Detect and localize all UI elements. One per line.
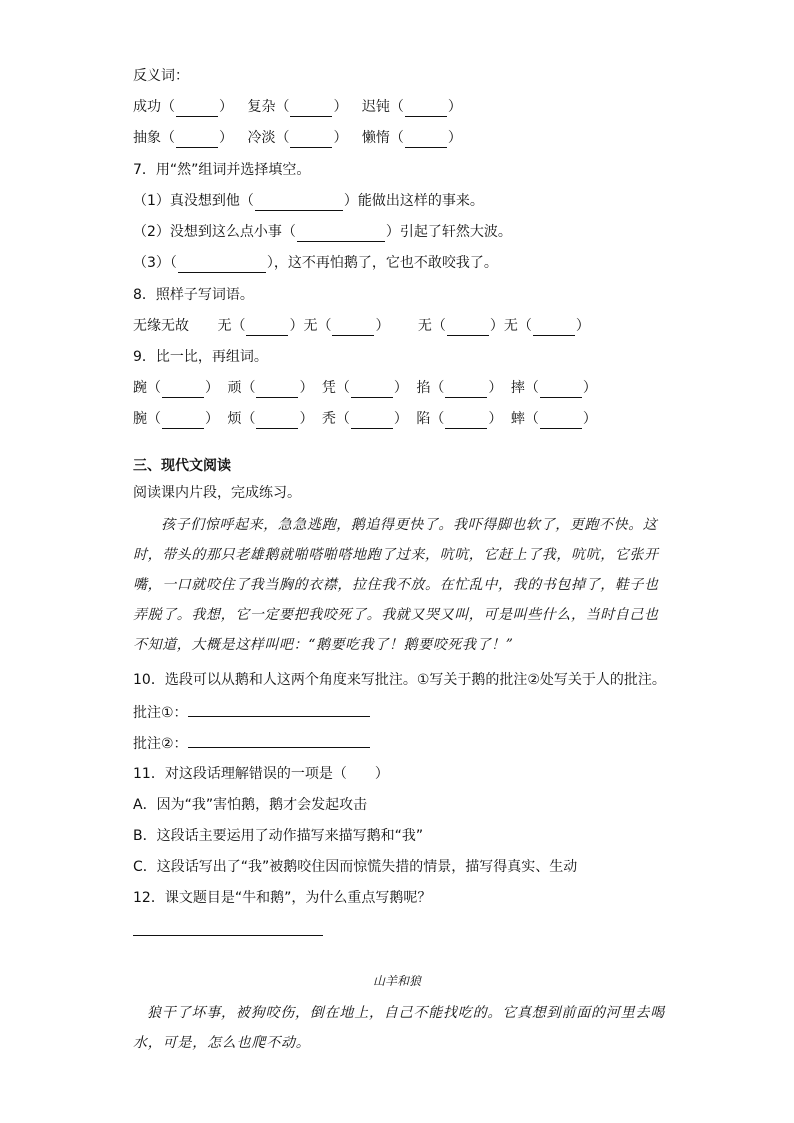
story-text: 狼干了坏事，被狗咬伤，倒在地上，自己不能找吃的。它真想到前面的河里去喝水，可是，怎么也爬不动。	[133, 1005, 665, 1051]
q12-prompt: 12．课文题目是“牛和鹅”，为什么重点写鹅呢？	[133, 890, 432, 906]
q10-prompt: 10．选段可以从鹅和人这两个角度来写批注。①写关于鹅的批注②处写关于人的批注。	[133, 672, 666, 688]
q8-prompt: 8．照样子写词语。	[133, 287, 254, 303]
annotation-1-answer-line[interactable]	[188, 716, 370, 717]
q8-row	[133, 316, 590, 336]
answer-blank[interactable]	[162, 383, 204, 398]
q9-row-1	[133, 378, 597, 398]
q11-option-b[interactable]: B．这段话主要运用了动作描写来描写鹅和“我”	[133, 828, 424, 844]
antonym-row-2	[133, 128, 462, 148]
answer-blank[interactable]	[445, 383, 487, 398]
section-intro: 阅读课内片段，完成练习。	[133, 485, 301, 501]
answer-blank[interactable]	[447, 321, 489, 336]
q7-sentence-3: （3）（ ），这不再怕鹅了，它也不敢咬我了。	[133, 255, 498, 271]
answer-blank[interactable]	[297, 227, 385, 242]
q9-item: 顽（ ）	[227, 380, 314, 396]
q9-item: 蟀（ ）	[510, 411, 597, 427]
q8-item: 无（ ）无（ ）	[217, 318, 390, 334]
answer-blank[interactable]	[290, 102, 332, 117]
q9-prompt: 9．比一比，再组词。	[133, 349, 268, 365]
answer-blank[interactable]	[332, 321, 374, 336]
antonym-row-1	[133, 97, 462, 117]
answer-blank[interactable]	[445, 414, 487, 429]
answer-blank[interactable]	[176, 102, 218, 117]
q9-item: 陷（ ）	[416, 411, 503, 427]
q9-item: 踠（ ）	[133, 380, 219, 396]
q11-option-a[interactable]: A．因为“我”害怕鹅，鹅才会发起攻击	[133, 797, 368, 813]
q9-item: 掐（ ）	[416, 380, 503, 396]
answer-blank[interactable]	[246, 321, 288, 336]
q9-item: 秃（ ）	[321, 411, 408, 427]
q8-item: 无（ ）无（ ）	[417, 318, 590, 334]
q7-sentence-1: （1）真没想到他（ ）能做出这样的事来。	[133, 193, 484, 209]
antonyms-heading: 反义词：	[133, 68, 189, 84]
q7-sentence-2: （2）没想到这么点小事（ ）引起了轩然大波。	[133, 224, 512, 240]
antonym-item: 成功（ ）	[133, 99, 233, 115]
antonym-item: 冷淡（ ）	[247, 130, 348, 146]
answer-blank[interactable]	[405, 102, 447, 117]
answer-blank[interactable]	[540, 383, 582, 398]
antonym-item: 懒惰（ ）	[361, 130, 462, 146]
section-title: 三、现代文阅读	[133, 458, 231, 474]
q10-annotation-2-label: 批注②：	[133, 736, 188, 752]
answer-blank[interactable]	[405, 133, 447, 148]
answer-blank[interactable]	[255, 196, 343, 211]
reading-passage: 孩子们惊呼起来，急急逃跑，鹅追得更快了。我吓得脚也软了，更跑不快。这时，带头的那只老雄鹅就啪嗒啪嗒地跑了过来，吭吭，它赶上了我，吭吭，它张开嘴，一口就咬住了我当胸的衣襟，拉住我不放。在忙乱中，我的书包掉了，鞋子也弄脱了。我想，它一定要把我咬死了。我就又哭又叫，可是叫些什么，当时自己也不知道，大概是这样叫吧：“鹅要吃我了！鹅要咬死我了！”	[133, 517, 659, 653]
q12-answer-line[interactable]	[133, 935, 323, 936]
answer-blank[interactable]	[533, 321, 575, 336]
antonym-item: 抽象（ ）	[133, 130, 233, 146]
answer-blank[interactable]	[351, 414, 393, 429]
q9-row-2	[133, 409, 597, 429]
answer-blank[interactable]	[176, 133, 218, 148]
antonym-item: 复杂（ ）	[247, 99, 348, 115]
story-title: 山羊和狼	[372, 974, 421, 988]
answer-blank[interactable]	[256, 414, 298, 429]
antonym-item: 迟钝（ ）	[361, 99, 462, 115]
annotation-2-answer-line[interactable]	[188, 747, 370, 748]
q10-annotation-1-label: 批注①：	[133, 705, 188, 721]
answer-blank[interactable]	[540, 414, 582, 429]
q11-option-c[interactable]: C．这段话写出了“我”被鹅咬住因而惊慌失措的情景，描写得真实、生动	[133, 859, 578, 875]
answer-blank[interactable]	[178, 258, 266, 273]
answer-blank[interactable]	[162, 414, 204, 429]
answer-blank[interactable]	[256, 383, 298, 398]
q9-item: 腕（ ）	[133, 411, 219, 427]
q9-item: 摔（ ）	[510, 380, 597, 396]
q9-item: 烦（ ）	[227, 411, 314, 427]
answer-blank[interactable]	[351, 383, 393, 398]
q11-prompt: 11．对这段话理解错误的一项是（ ）	[133, 766, 389, 782]
answer-blank[interactable]	[290, 133, 332, 148]
q8-example: 无缘无故	[133, 318, 189, 334]
q9-item: 凭（ ）	[321, 380, 408, 396]
q7-prompt: 7．用“然”组词并选择填空。	[133, 162, 311, 178]
